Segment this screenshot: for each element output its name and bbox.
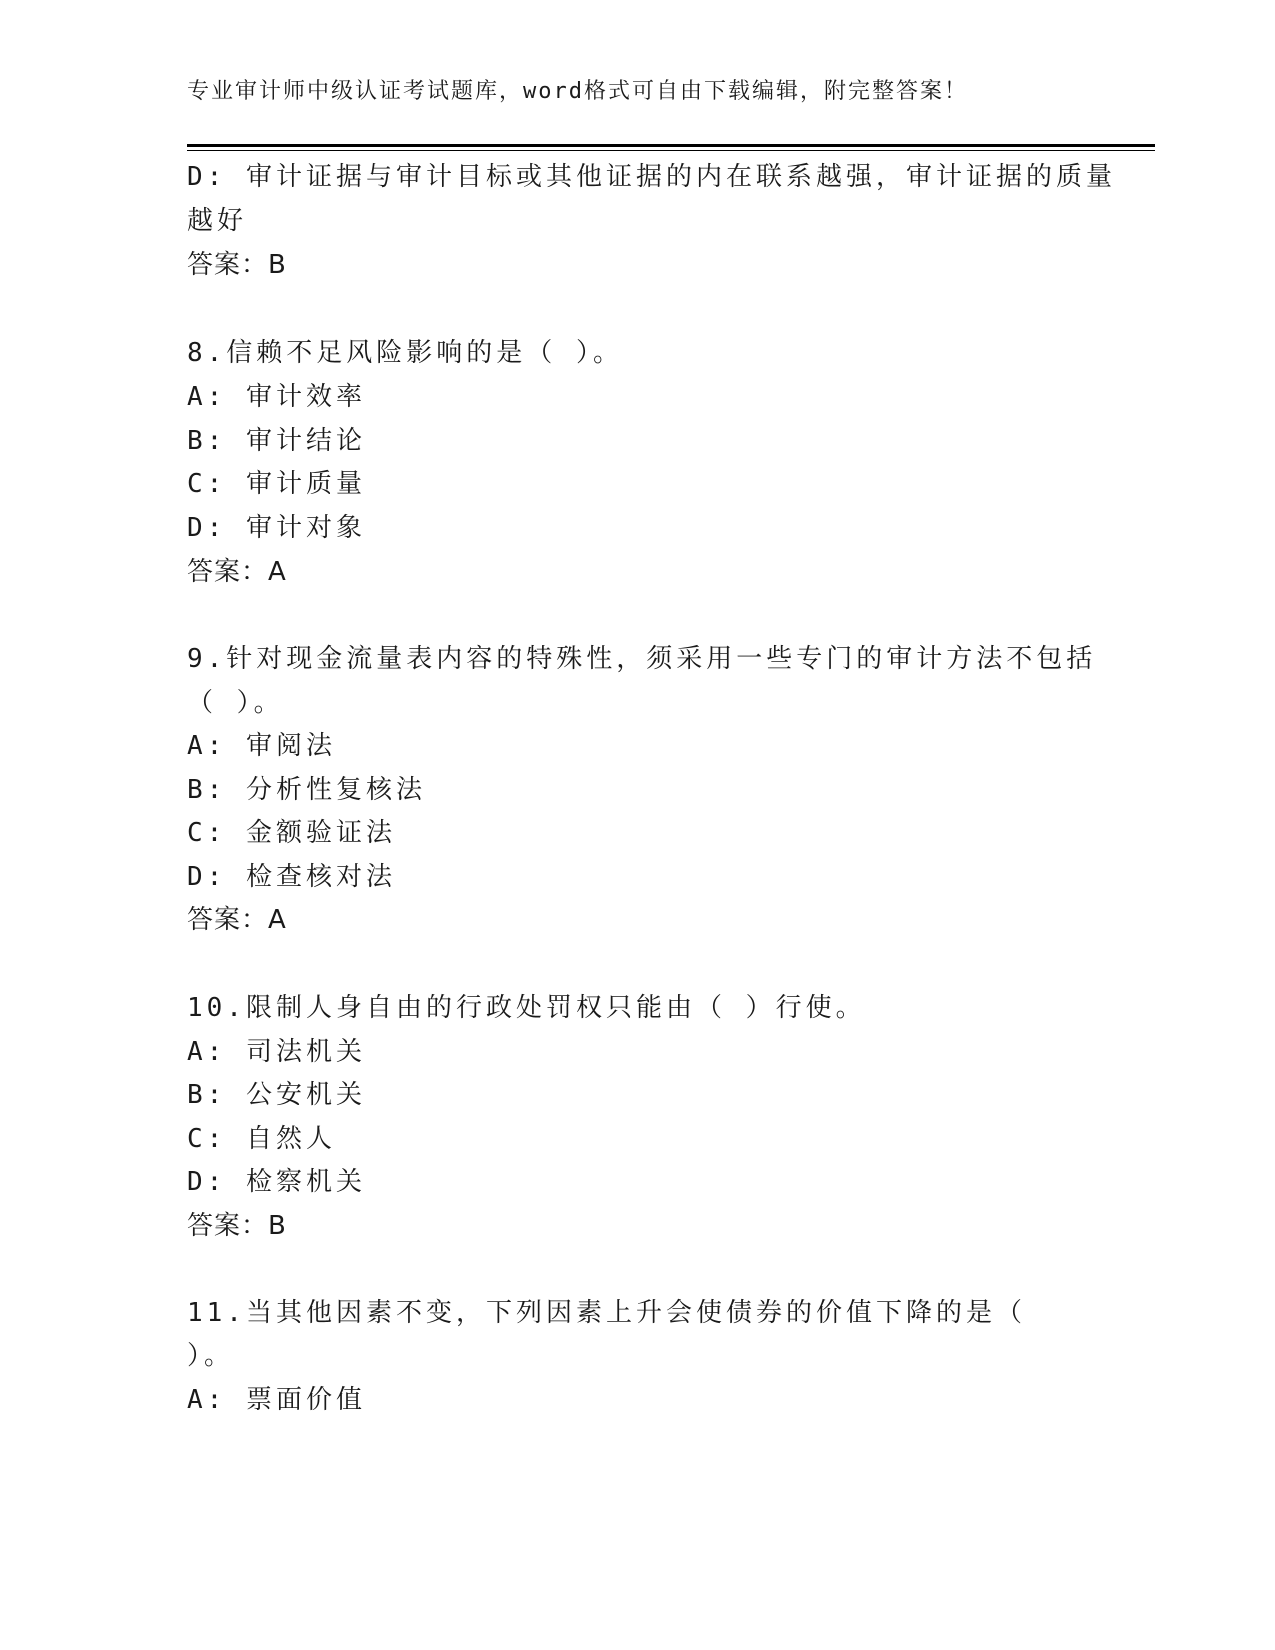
header-rule-thin (187, 150, 1155, 151)
q10-option-a: A: 司法机关 (187, 1037, 366, 1067)
q11-option-a: A: 票面价值 (187, 1385, 366, 1415)
q8-option-d: D: 审计对象 (187, 513, 366, 543)
q8-option-b: B: 审计结论 (187, 426, 366, 456)
q9-option-d: D: 检查核对法 (187, 862, 396, 892)
q9-stem-line1: 9.针对现金流量表内容的特殊性，须采用一些专门的审计方法不包括 (187, 644, 1097, 674)
q8-stem: 8.信赖不足风险影响的是（ ）。 (187, 338, 623, 368)
q9-option-c: C: 金额验证法 (187, 818, 396, 848)
header-rule-thick (187, 144, 1155, 147)
page-header: 专业审计师中级认证考试题库，word格式可自由下载编辑，附完整答案！ (187, 79, 968, 104)
q8-answer: 答案：A (187, 557, 287, 587)
q9-stem-line2: （ ）。 (187, 688, 284, 718)
q7-answer: 答案：B (187, 250, 287, 280)
q9-option-b: B: 分析性复核法 (187, 775, 426, 805)
q10-option-b: B: 公安机关 (187, 1080, 366, 1110)
q9-option-a: A: 审阅法 (187, 731, 336, 761)
q10-option-d: D: 检察机关 (187, 1167, 366, 1197)
q10-option-c: C: 自然人 (187, 1124, 336, 1154)
q11-stem-line1: 11.当其他因素不变，下列因素上升会使债券的价值下降的是（ (187, 1298, 1026, 1328)
q10-answer: 答案：B (187, 1211, 287, 1241)
q7-option-d-line2: 越好 (187, 206, 248, 236)
q7-option-d-line1: D: 审计证据与审计目标或其他证据的内在联系越强，审计证据的质量 (187, 162, 1116, 192)
q8-option-a: A: 审计效率 (187, 382, 366, 412)
q10-stem: 10.限制人身自由的行政处罚权只能由（ ）行使。 (187, 993, 866, 1023)
q11-stem-line2: ）。 (187, 1341, 235, 1371)
q9-answer: 答案：A (187, 905, 287, 935)
q8-option-c: C: 审计质量 (187, 469, 366, 499)
